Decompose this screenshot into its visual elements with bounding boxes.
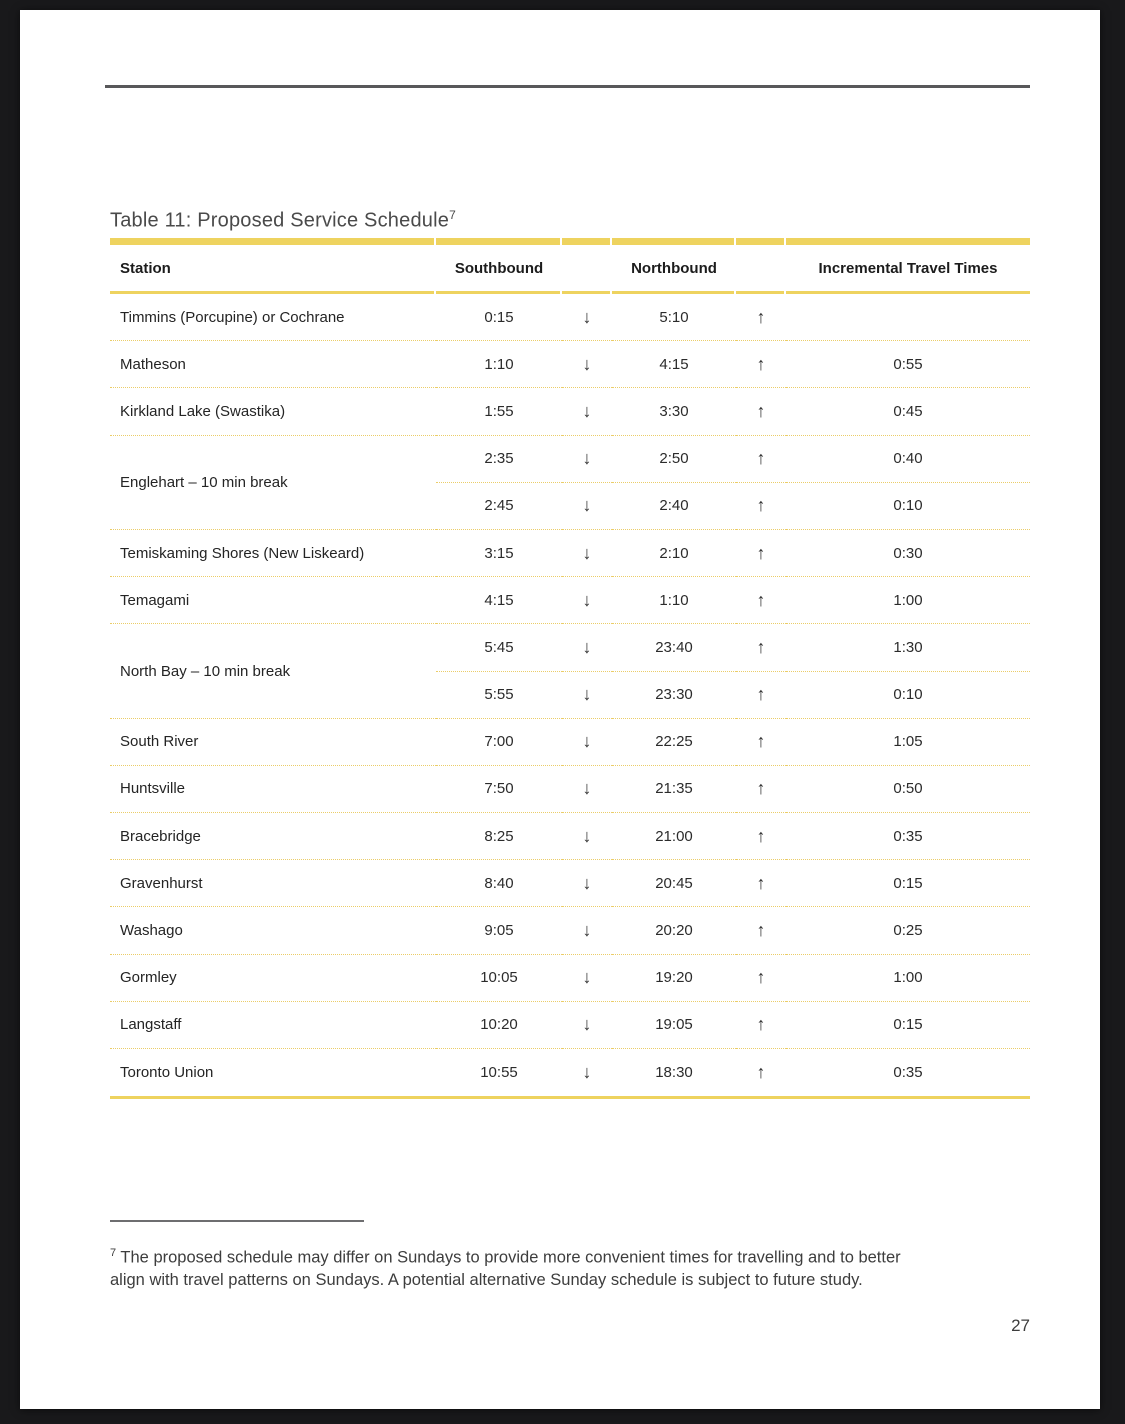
southbound-time: 1:55 [436,388,562,435]
incremental-travel-time: 0:35 [893,1064,923,1082]
station-cell: Huntsville [110,766,436,813]
northbound-time: 2:50 [612,436,736,483]
northbound-arrow-icon: ↑ [736,530,786,577]
southbound-time: 4:15 [436,577,562,624]
table-body [110,294,1030,1099]
southbound-time: 0:15 [436,294,562,341]
southbound-arrow-icon: ↓ [562,1002,612,1049]
station-cell: Timmins (Porcupine) or Cochrane [110,294,436,341]
northbound-time: 23:30 [612,672,736,719]
station-cell: Langstaff [110,1002,436,1049]
southbound-time: 10:55 [480,1064,518,1082]
southbound-time: 7:50 [436,766,562,813]
northbound-time: 19:20 [612,955,736,1002]
northbound-time: 19:05 [612,1002,736,1049]
accent-band-segment [436,238,560,245]
incremental-travel-time: 0:45 [786,388,1030,435]
southbound-time: 8:25 [436,813,562,860]
station-cell: Gravenhurst [110,860,436,907]
incremental-travel-time: 0:15 [786,1002,1030,1049]
northbound-time: 21:35 [612,766,736,813]
southbound-arrow-icon: ↓ [562,483,612,530]
southbound-time: 2:35 [436,436,562,483]
northbound-time: 23:40 [612,624,736,671]
southbound-arrow-icon: ↓ [582,1062,592,1083]
northbound-time: 3:30 [612,388,736,435]
schedule-table [110,238,1030,1099]
footnote [110,1242,1005,1291]
northbound-arrow-icon: ↑ [736,719,786,766]
station-cell: Matheson [110,341,436,388]
footnote-line2: align with travel patterns on Sundays. A potential alternative Sunday schedule is subject to future study. [110,1270,863,1289]
incremental-travel-time: 1:00 [786,577,1030,624]
incremental-travel-time: 1:00 [786,955,1030,1002]
southbound-arrow-icon: ↓ [562,860,612,907]
southbound-arrow-icon: ↓ [562,624,612,671]
station-cell: Gormley [110,955,436,1002]
southbound-arrow-icon: ↓ [562,388,612,435]
incremental-travel-time: 0:15 [786,860,1030,907]
document-page [20,10,1100,1409]
northbound-time: 20:20 [612,907,736,954]
column-header-southbound: Southbound [454,259,544,277]
header-rule [105,85,1030,88]
northbound-time: 4:15 [612,341,736,388]
southbound-arrow-icon: ↓ [562,955,612,1002]
northbound-time: 20:45 [612,860,736,907]
footnote-rule [110,1220,364,1222]
column-header-incremental: Incremental Travel Times [818,259,998,277]
incremental-travel-time [786,294,1030,341]
incremental-travel-time: 0:25 [786,907,1030,954]
incremental-travel-time: 0:10 [786,483,1030,530]
accent-band-segment [786,238,1030,245]
station-cell: Temiskaming Shores (New Liskeard) [110,530,436,577]
station-cell: North Bay – 10 min break [110,624,436,718]
southbound-time: 7:00 [436,719,562,766]
northbound-time: 2:10 [612,530,736,577]
northbound-arrow-icon: ↑ [736,955,786,1002]
southbound-arrow-icon: ↓ [562,577,612,624]
northbound-arrow-icon: ↑ [736,1002,786,1049]
column-header-northbound: Northbound [631,259,717,277]
northbound-arrow-icon: ↑ [736,341,786,388]
table-header-row [110,245,1030,291]
southbound-arrow-icon: ↓ [562,719,612,766]
station-cell: Englehart – 10 min break [110,436,436,530]
northbound-arrow-icon: ↑ [736,294,786,341]
incremental-travel-time: 0:35 [786,813,1030,860]
station-cell: Kirkland Lake (Swastika) [110,388,436,435]
southbound-arrow-icon: ↓ [562,672,612,719]
column-header-station: Station [120,259,171,277]
northbound-arrow-icon: ↑ [736,766,786,813]
southbound-arrow-icon: ↓ [562,341,612,388]
southbound-time: 3:15 [436,530,562,577]
southbound-time: 5:55 [436,672,562,719]
southbound-arrow-icon: ↓ [562,907,612,954]
accent-band-segment [612,238,734,245]
southbound-arrow-icon: ↓ [562,813,612,860]
northbound-arrow-icon: ↑ [736,436,786,483]
accent-band-segment [736,238,784,245]
table-title-text: Table 11: Proposed Service Schedule [110,209,450,232]
page-number: 27 [1011,1316,1030,1335]
northbound-arrow-icon: ↑ [756,1062,766,1083]
table-title-footnote-ref: 7 [449,208,456,222]
incremental-travel-time: 0:10 [786,672,1030,719]
accent-band-segment [562,238,610,245]
incremental-travel-time: 0:50 [786,766,1030,813]
northbound-arrow-icon: ↑ [736,907,786,954]
northbound-time: 2:40 [612,483,736,530]
northbound-time: 18:30 [655,1064,693,1082]
northbound-arrow-icon: ↑ [736,813,786,860]
northbound-time: 5:10 [612,294,736,341]
station-cell: Bracebridge [110,813,436,860]
footnote-line1: The proposed schedule may differ on Sundays to provide more convenient times for travelling and to better [120,1248,901,1267]
station-cell: Toronto Union [120,1064,214,1082]
incremental-travel-time: 1:30 [786,624,1030,671]
northbound-time: 21:00 [612,813,736,860]
northbound-arrow-icon: ↑ [736,388,786,435]
southbound-time: 5:45 [436,624,562,671]
station-cell: Temagami [110,577,436,624]
accent-band-segment [110,238,434,245]
southbound-time: 8:40 [436,860,562,907]
northbound-arrow-icon: ↑ [736,577,786,624]
southbound-time: 10:20 [436,1002,562,1049]
northbound-arrow-icon: ↑ [736,624,786,671]
station-cell: Washago [110,907,436,954]
northbound-time: 1:10 [612,577,736,624]
column-header-spacer [736,245,786,291]
incremental-travel-time: 0:55 [786,341,1030,388]
southbound-time: 2:45 [436,483,562,530]
incremental-travel-time: 1:05 [786,719,1030,766]
column-header-spacer [562,245,612,291]
station-cell: South River [110,719,436,766]
table-top-accent-band [110,238,1030,245]
incremental-travel-time: 0:40 [786,436,1030,483]
southbound-arrow-icon: ↓ [562,530,612,577]
table-title [110,208,456,233]
northbound-arrow-icon: ↑ [736,672,786,719]
southbound-arrow-icon: ↓ [562,766,612,813]
northbound-arrow-icon: ↑ [736,483,786,530]
southbound-time: 1:10 [436,341,562,388]
southbound-time: 9:05 [436,907,562,954]
incremental-travel-time: 0:30 [786,530,1030,577]
southbound-arrow-icon: ↓ [562,436,612,483]
southbound-time: 10:05 [436,955,562,1002]
northbound-time: 22:25 [612,719,736,766]
footnote-marker: 7 [110,1247,117,1259]
southbound-arrow-icon: ↓ [562,294,612,341]
northbound-arrow-icon: ↑ [736,860,786,907]
